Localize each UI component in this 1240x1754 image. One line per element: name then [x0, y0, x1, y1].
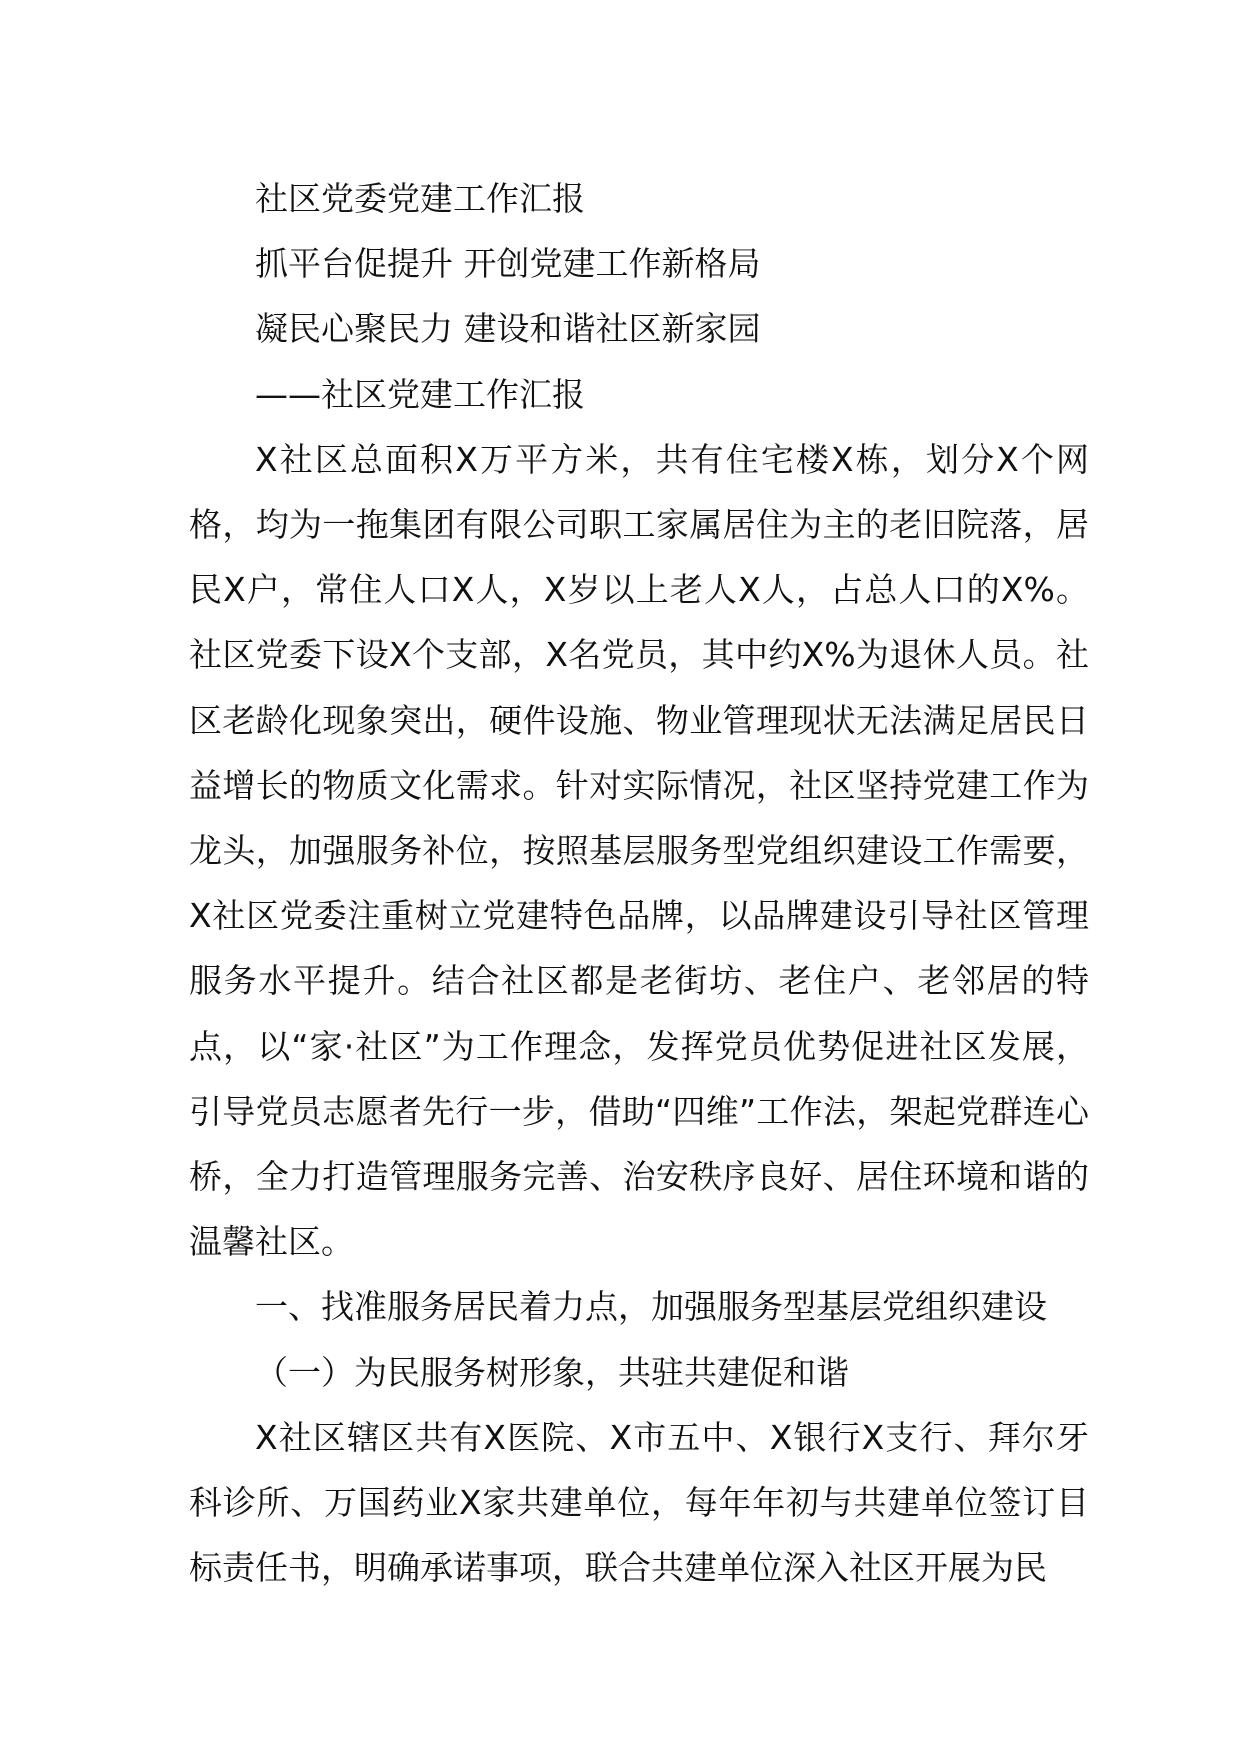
- document-title: 社区党委党建工作汇报: [255, 179, 585, 218]
- document-subtitle-2: 凝民心聚民力 建设和谐社区新家园: [255, 309, 761, 349]
- subsection-heading-1-1: （一）为民服务树形象，共驻共建促和谐: [255, 1352, 849, 1392]
- document-body: [189, 166, 1089, 1600]
- section-heading-1: 一、找准服务居民着力点，加强服务型基层党组织建设: [255, 1287, 1047, 1327]
- document-subtitle-1: 抓平台促提升 开创党建工作新格局: [255, 244, 761, 284]
- document-subtitle-3: ——社区党建工作汇报: [255, 374, 585, 414]
- paragraph-cobuild: X社区辖区共有X医院、X市五中、X银行X支行、拜尔牙科诊所、万国药业X家共建单位，每年年初与共建单位签订目标责任书，明确承诺事项，联合共建单位深入社区开展为民: [189, 1417, 1089, 1588]
- paragraph-intro: X社区总面积X万平方米，共有住宅楼X栋，划分X个网格，均为一拖集团有限公司职工家属居住为主的老旧院落，居民X户，常住人口X人，X岁以上老人X人，占总人口的X%。社区党委下设X个支部，X名党员，其中约X%为退休人员。社区老龄化现象突出，硬件设施、物业管理现状无法满足居民日益增长的物质文化需求。针对实际情况，社区坚持党建工作为龙头，加强服务补位，按照基层服务型党组织建设工作需要，X社区党委注重树立党建特色品牌，以品牌建设引导社区管理服务水平提升。结合社区都是老街坊、老住户、老邻居的特点，以“家·社区”为工作理念，发挥党员优势促进社区发展，引导党员志愿者先行一步，借助“四维”工作法，架起党群连心桥，全力打造管理服务完善、治安秩序良好、居住环境和谐的温馨社区。: [189, 439, 1089, 1262]
